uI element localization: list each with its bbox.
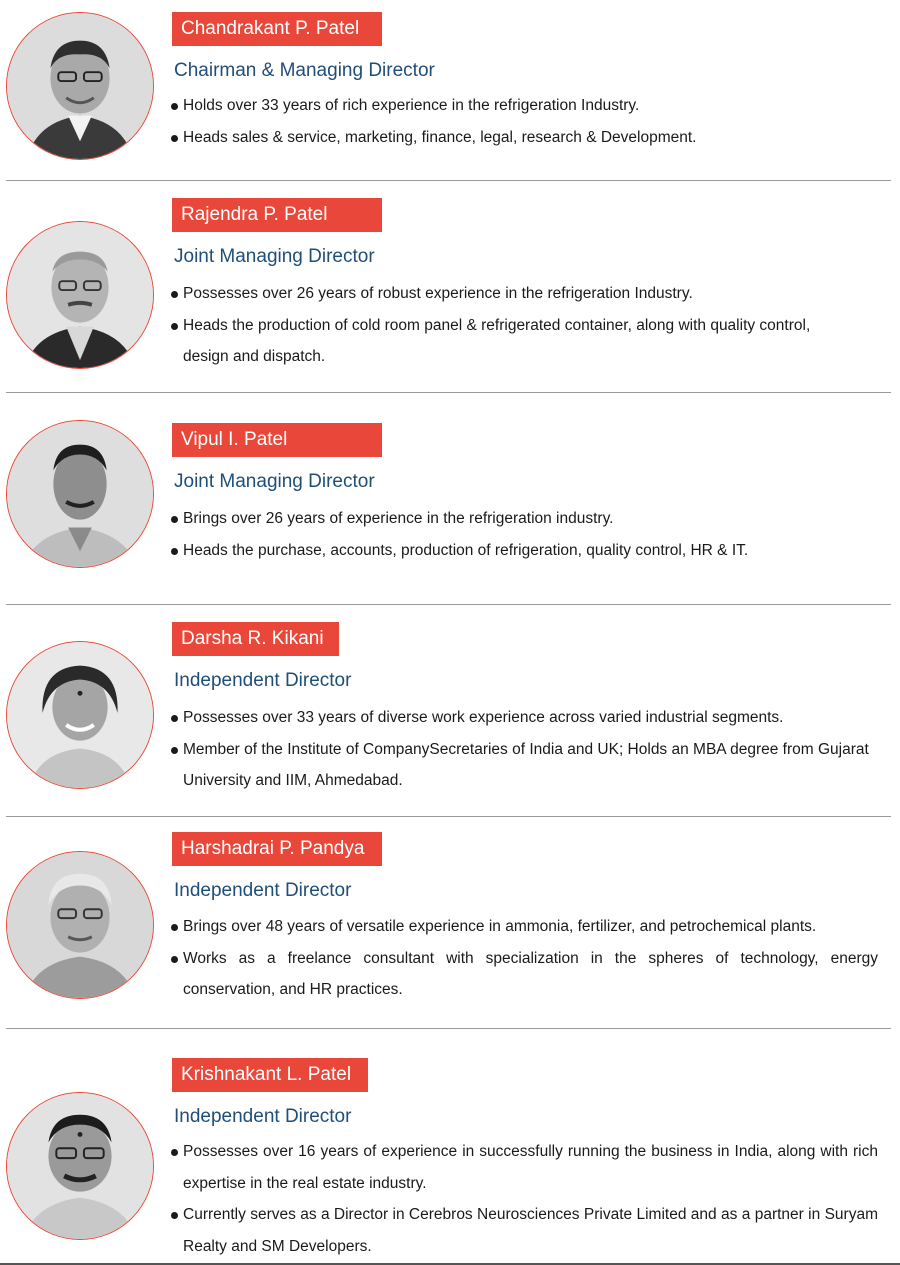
- director-bullet-list: [170, 278, 878, 373]
- bullet-icon: [171, 956, 178, 963]
- person-photo-icon: [7, 13, 153, 159]
- director-bullet: Member of the Institute of CompanySecretaries of India and UK; Holds an MBA degree from Gujarat University and IIM, Ahmedabad.: [170, 734, 878, 797]
- section-divider: [6, 392, 891, 393]
- director-role: Joint Managing Director: [174, 471, 375, 492]
- bullet-icon: [171, 516, 178, 523]
- person-photo-icon: [7, 222, 153, 368]
- director-bullet: Holds over 33 years of rich experience in the refrigeration Industry.: [170, 90, 878, 122]
- person-photo-icon: [7, 1093, 153, 1239]
- section-divider: [6, 180, 891, 181]
- director-name-tag: Darsha R. Kikani: [172, 622, 339, 656]
- director-bullet: Brings over 48 years of versatile experience in ammonia, fertilizer, and petrochemical plants.: [170, 911, 878, 943]
- director-name-tag: Krishnakant L. Patel: [172, 1058, 368, 1092]
- director-bullet: Possesses over 26 years of robust experience in the refrigeration Industry.: [170, 278, 878, 310]
- director-role: Independent Director: [174, 670, 352, 691]
- director-bullet: Works as a freelance consultant with specialization in the spheres of technology, energy conservation, and HR practices.: [170, 943, 878, 1006]
- director-role: Joint Managing Director: [174, 246, 375, 267]
- section-divider: [6, 604, 891, 605]
- director-bullet: Heads sales & service, marketing, finance, legal, research & Development.: [170, 122, 878, 154]
- bullet-icon: [171, 548, 178, 555]
- director-bullet: Possesses over 16 years of experience in successfully running the business in India, along with rich expertise in the real estate industry.: [170, 1136, 878, 1199]
- person-photo-icon: [7, 642, 153, 788]
- bullet-icon: [171, 1149, 178, 1156]
- bullet-icon: [171, 715, 178, 722]
- director-bullet-list: [170, 911, 878, 1006]
- director-role: Independent Director: [174, 1106, 352, 1127]
- director-photo: [6, 221, 154, 369]
- bullet-icon: [171, 1212, 178, 1219]
- director-bullet: Possesses over 33 years of diverse work experience across varied industrial segments.: [170, 702, 878, 734]
- director-bullet: Heads the purchase, accounts, production of refrigeration, quality control, HR & IT.: [170, 535, 878, 567]
- director-role: Independent Director: [174, 880, 352, 901]
- director-name-tag: Vipul I. Patel: [172, 423, 382, 457]
- director-photo: [6, 641, 154, 789]
- director-bullet-list: [170, 90, 878, 153]
- section-divider: [6, 816, 891, 817]
- director-role: Chairman & Managing Director: [174, 60, 435, 81]
- director-bullet: Currently serves as a Director in Cerebros Neurosciences Private Limited and as a partner in Suryam Realty and SM Developers.: [170, 1199, 878, 1262]
- section-divider: [6, 1028, 891, 1029]
- director-bullet-list: [170, 702, 878, 797]
- director-bullet-list: [170, 503, 878, 566]
- person-photo-icon: [7, 852, 153, 998]
- bullet-icon: [171, 924, 178, 931]
- director-photo: [6, 1092, 154, 1240]
- bullet-icon: [171, 291, 178, 298]
- bullet-icon: [171, 103, 178, 110]
- director-bullet: Heads the production of cold room panel & refrigerated container, along with quality control, design and dispatch.: [170, 310, 813, 373]
- director-bullet-list: [170, 1136, 878, 1262]
- director-bullet: Brings over 26 years of experience in the refrigeration industry.: [170, 503, 878, 535]
- director-photo: [6, 420, 154, 568]
- director-photo: [6, 12, 154, 160]
- bullet-icon: [171, 323, 178, 330]
- bullet-icon: [171, 747, 178, 754]
- director-name-tag: Rajendra P. Patel: [172, 198, 382, 232]
- director-name-tag: Chandrakant P. Patel: [172, 12, 382, 46]
- person-photo-icon: [7, 421, 153, 567]
- director-name-tag: Harshadrai P. Pandya: [172, 832, 382, 866]
- director-photo: [6, 851, 154, 999]
- bullet-icon: [171, 135, 178, 142]
